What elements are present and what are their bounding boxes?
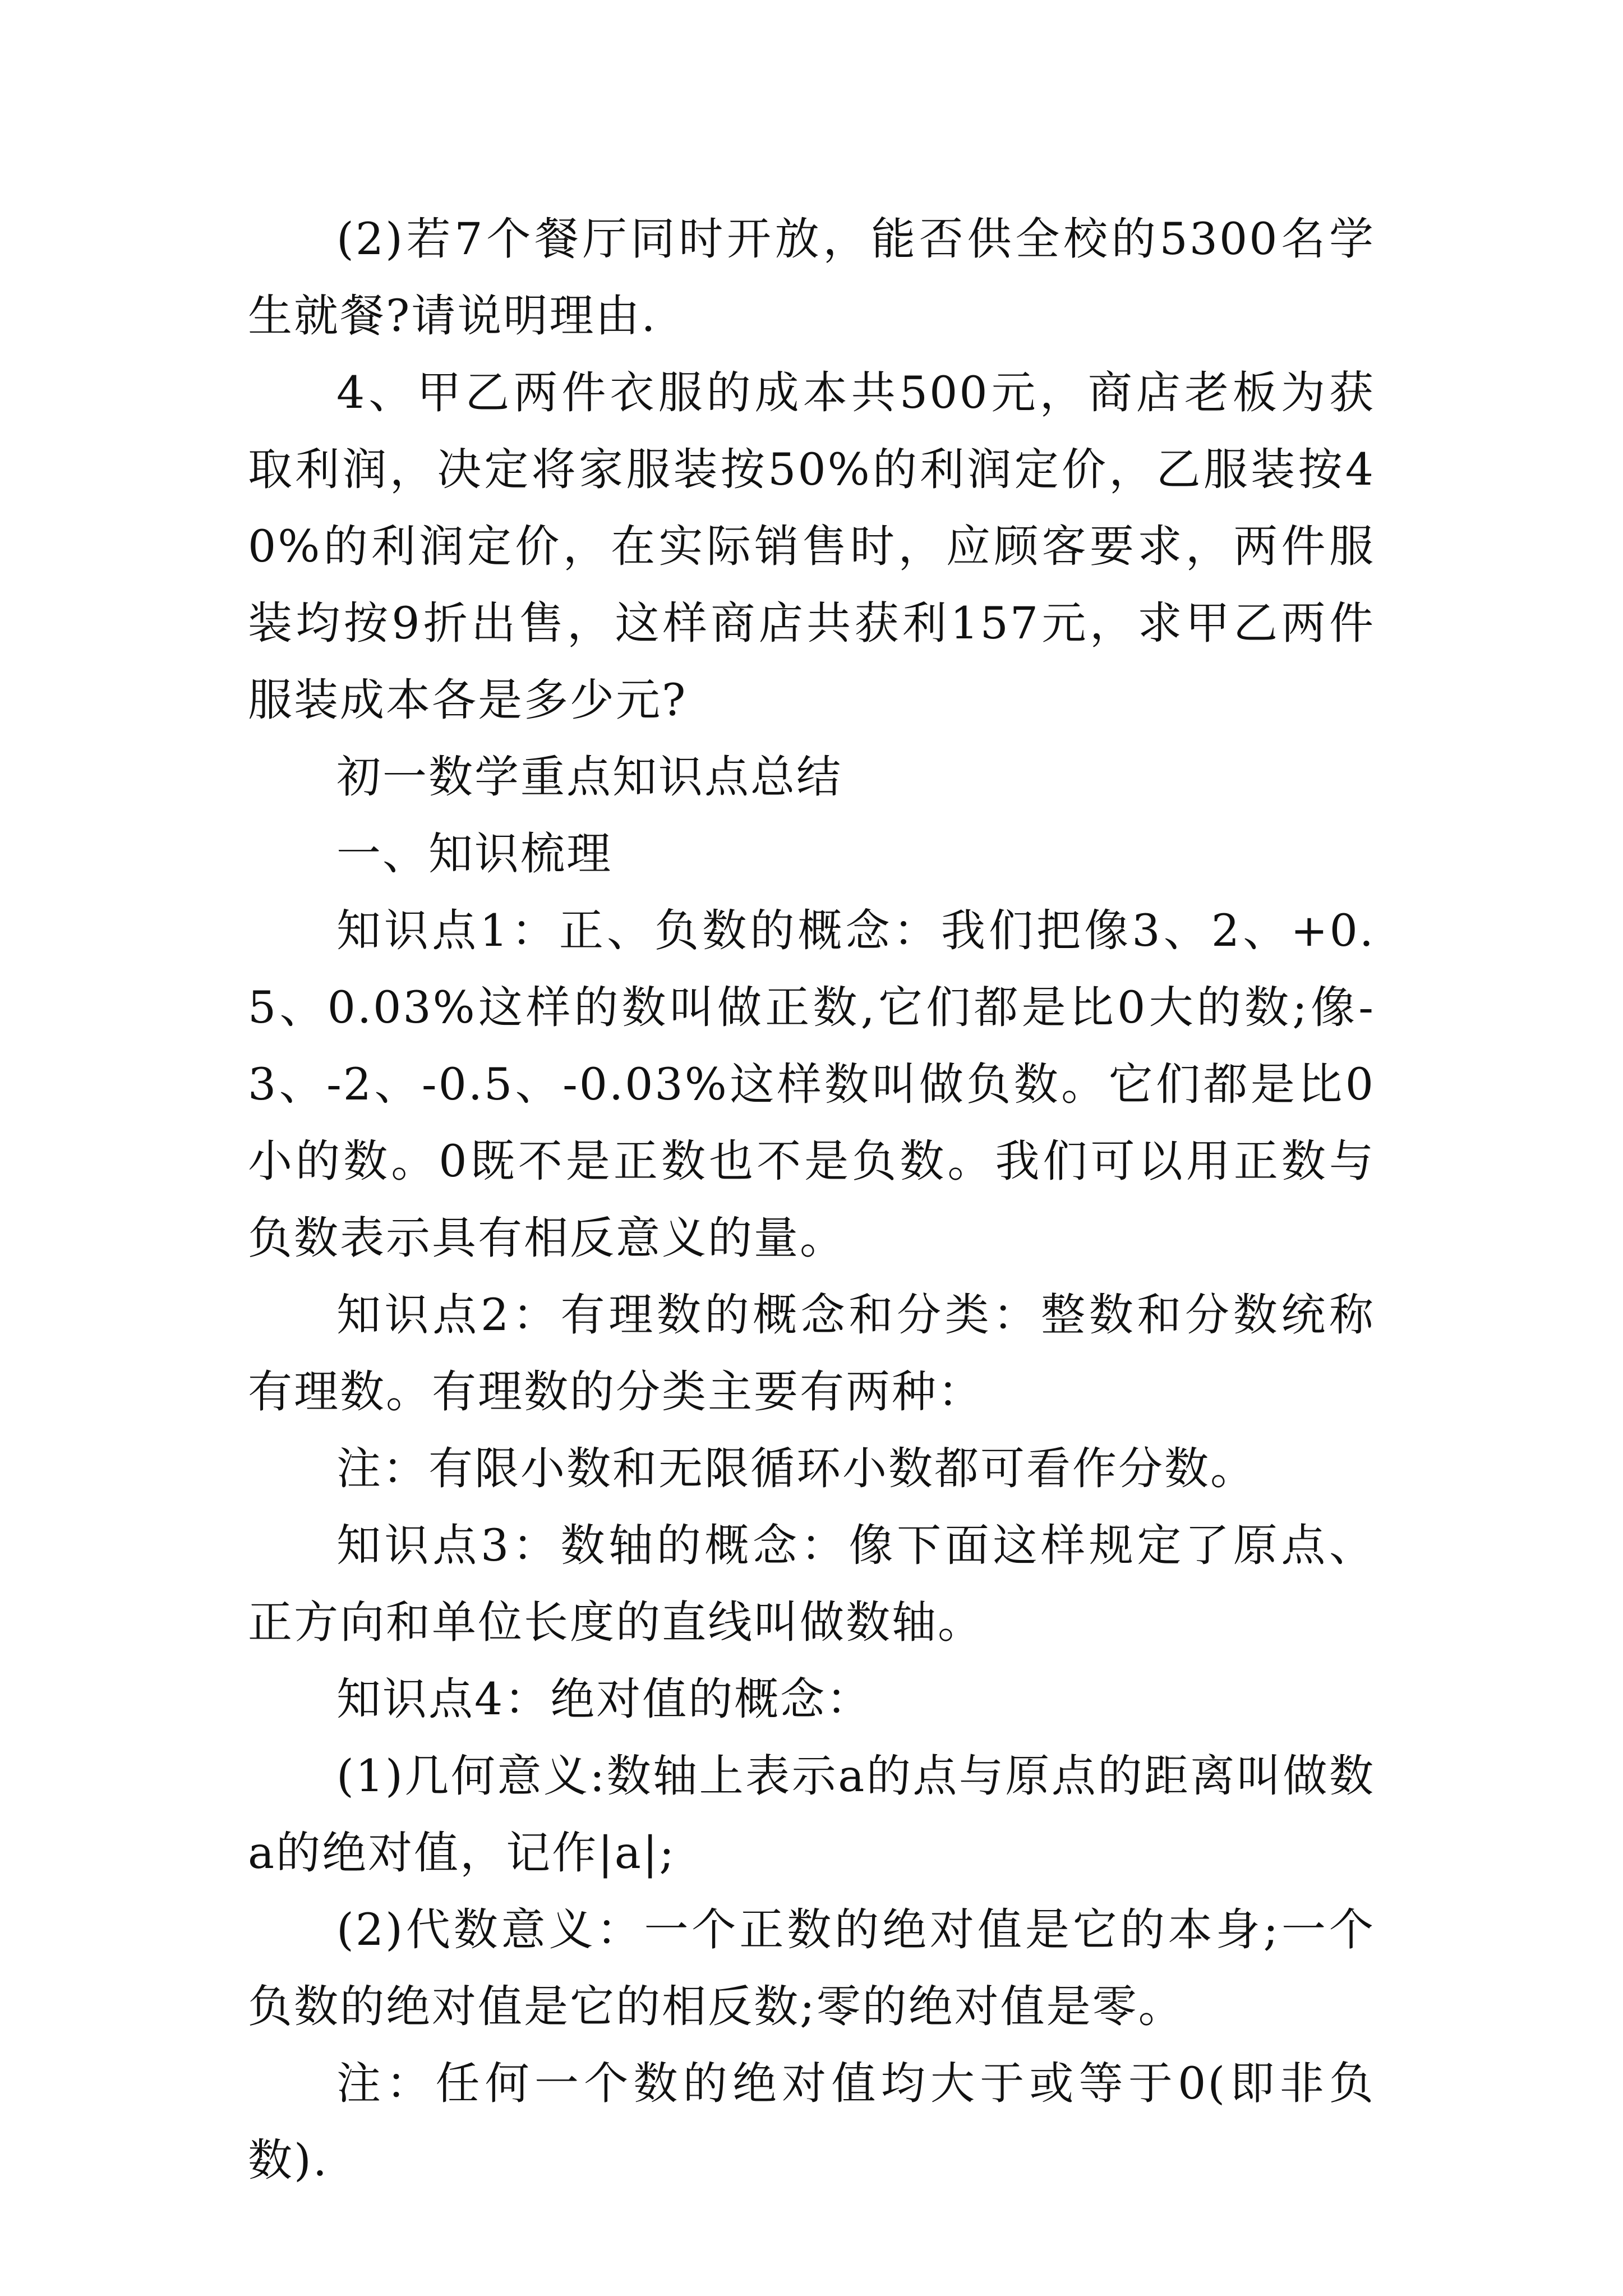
subsection-heading: 一、知识梳理 xyxy=(336,828,612,880)
note-absolute-value: 注：任何一个数的绝对值均大于或等于0(即非负数). xyxy=(248,2058,1375,2186)
knowledge-point-4: 知识点4：绝对值的概念： xyxy=(336,1673,873,1725)
absolute-value-geometric-meaning: (1)几何意义:数轴上表示a的点与原点的距离叫做数a的绝对值，记作|a|; xyxy=(248,1750,1375,1879)
section-title: 初一数学重点知识点总结 xyxy=(336,751,842,803)
knowledge-point-2: 知识点2：有理数的概念和分类：整数和分数统称有理数。有理数的分类主要有两种： xyxy=(248,1289,1375,1418)
knowledge-point-1: 知识点1：正、负数的概念：我们把像3、2、+0.5、0.03%这样的数叫做正数,它们都是比0大的数;像-3、-2、-0.5、-0.03%这样数叫做负数。它们都是比0小的数。0既不是正数也不是负数。我们可以用正数与负数表示具有相反意义的量。 xyxy=(248,905,1375,1264)
document-body xyxy=(248,201,1375,2199)
paragraph-question-4: 4、甲乙两件衣服的成本共500元，商店老板为获取利润，决定将家服装按50%的利润定价，乙服装按40%的利润定价，在实际销售时，应顾客要求，两件服装均按9折出售，这样商店共获利157元，求甲乙两件服装成本各是多少元? xyxy=(248,367,1375,726)
absolute-value-algebraic-meaning: (2)代数意义：一个正数的绝对值是它的本身;一个负数的绝对值是它的相反数;零的绝对值是零。 xyxy=(248,1904,1375,2032)
paragraph-question-2: (2)若7个餐厅同时开放，能否供全校的5300名学生就餐?请说明理由. xyxy=(248,213,1375,342)
knowledge-point-3: 知识点3：数轴的概念：像下面这样规定了原点、正方向和单位长度的直线叫做数轴。 xyxy=(248,1520,1375,1648)
note-fractions: 注：有限小数和无限循环小数都可看作分数。 xyxy=(336,1443,1256,1494)
